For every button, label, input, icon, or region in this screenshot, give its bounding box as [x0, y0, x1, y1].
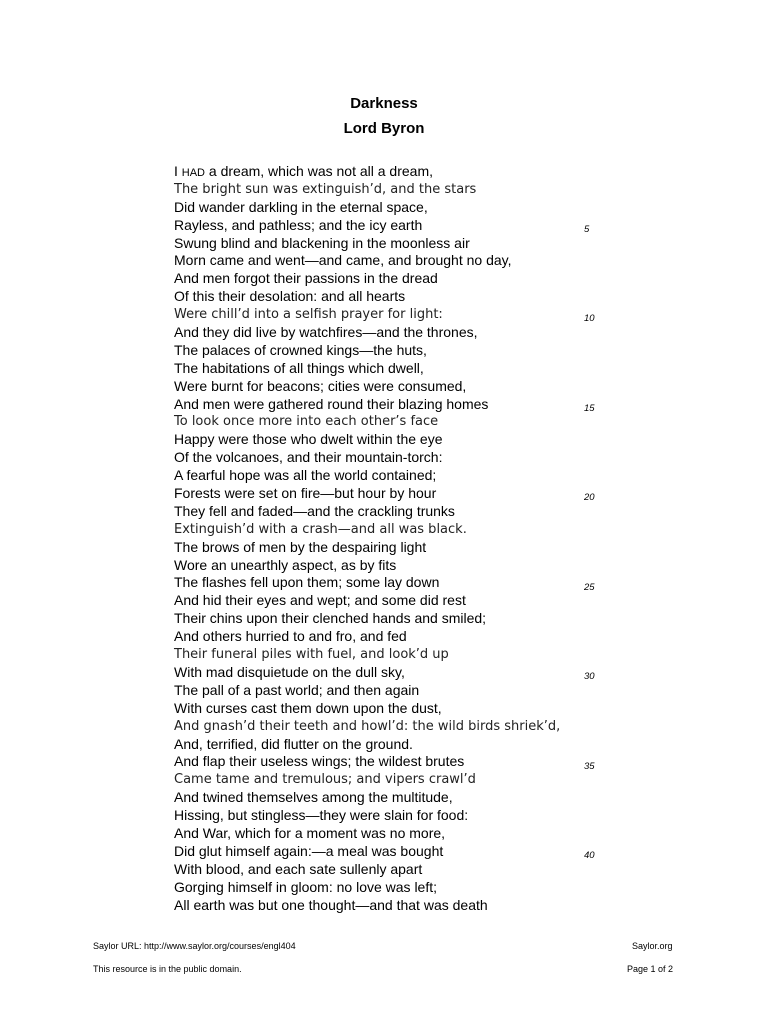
poem-line: And others hurried to and fro, and fed — [174, 628, 407, 645]
poem-line: Gorging himself in gloom: no love was left; — [174, 878, 438, 895]
poem-lines — [174, 181, 614, 915]
footer-license: This resource is in the public domain. — [93, 964, 242, 974]
poem-line: With blood, and each sate sullenly apart — [174, 860, 423, 877]
poem-line: All earth was but one thought—and that was death — [174, 896, 488, 913]
poem-line: And twined themselves among the multitude, — [174, 789, 453, 806]
poem-line: Rayless, and pathless; and the icy earth — [174, 216, 423, 233]
poem-line: Came tame and tremulous; and vipers crawl’d — [174, 772, 476, 788]
line-number: 15 — [584, 402, 595, 414]
poem-line: Their funeral piles with fuel, and look’d up — [174, 647, 449, 663]
poem-line: Did glut himself again:—a meal was bought — [174, 842, 444, 859]
poem-author: Lord Byron — [343, 120, 425, 137]
poem-line: Of this their desolation: and all hearts — [174, 288, 406, 305]
poem-line — [174, 163, 614, 181]
first-word: I — [174, 163, 178, 179]
poem-line: A fearful hope was all the world contained; — [174, 467, 437, 484]
poem-line: With mad disquietude on the dull sky, — [174, 663, 405, 680]
poem-line: Their chins upon their clenched hands and smiled; — [174, 610, 487, 627]
poem-line: The palaces of crowned kings—the huts, — [174, 341, 427, 358]
poem-title: Darkness — [350, 95, 418, 112]
poem-line: The flashes fell upon them; some lay down — [174, 574, 440, 591]
poem-line: And hid their eyes and wept; and some did rest — [174, 592, 466, 609]
poem-line: And men forgot their passions in the dread — [174, 270, 438, 287]
poem-line: Hissing, but stingless—they were slain for food: — [174, 807, 469, 824]
poem-line: Forests were set on fire—but hour by hour — [174, 485, 437, 502]
line-number: 5 — [584, 223, 590, 235]
footer-site: Saylor.org — [632, 941, 673, 951]
first-rest: a dream, which was not all a dream, — [205, 163, 434, 179]
footer-page: Page 1 of 2 — [627, 964, 674, 974]
poem-line: The bright sun was extinguish’d, and the stars — [174, 181, 477, 197]
first-smallcaps: HAD — [181, 167, 206, 179]
poem-line: Did wander darkling in the eternal space, — [174, 198, 428, 215]
poem-line: And War, which for a moment was no more, — [174, 824, 446, 841]
poem-body — [174, 163, 614, 914]
poem-line: With curses cast them down upon the dust, — [174, 699, 442, 716]
poem-line: And flap their useless wings; the wildest brutes — [174, 753, 465, 770]
poem-line: And men were gathered round their blazing homes — [174, 395, 489, 412]
poem-line: Of the volcanoes, and their mountain-torch: — [174, 449, 443, 466]
poem-line: And gnash’d their teeth and howl’d: the wild birds shriek’d, — [174, 718, 561, 734]
poem-line: Wore an unearthly aspect, as by fits — [174, 556, 397, 573]
poem-line: Extinguish’d with a crash—and all was black. — [174, 521, 467, 537]
poem-line: Were burnt for beacons; cities were consumed, — [174, 377, 467, 394]
line-number: 30 — [584, 671, 595, 683]
poem-line: The brows of men by the despairing light — [174, 538, 427, 555]
line-number: 40 — [584, 850, 595, 862]
poem-line: And they did live by watchfires—and the thrones, — [174, 324, 478, 341]
line-number: 20 — [584, 492, 595, 504]
poem-line: And, terrified, did flutter on the ground. — [174, 735, 413, 752]
poem-line: Swung blind and blackening in the moonless air — [174, 234, 470, 251]
poem-line: To look once more into each other’s face — [174, 414, 439, 430]
poem-line: They fell and faded—and the crackling trunks — [174, 502, 455, 519]
poem-line: Were chill’d into a selfish prayer for light: — [174, 307, 443, 323]
poem-line: The habitations of all things which dwell, — [174, 359, 424, 376]
poem-line: Happy were those who dwelt within the eye — [174, 431, 443, 448]
poem-line: The pall of a past world; and then again — [174, 681, 420, 698]
footer-url: Saylor URL: http://www.saylor.org/courses/engl404 — [93, 941, 296, 951]
line-number: 35 — [584, 760, 595, 772]
line-number: 25 — [584, 581, 595, 593]
line-number: 10 — [584, 313, 595, 325]
poem-line: Morn came and went—and came, and brought no day, — [174, 252, 512, 269]
